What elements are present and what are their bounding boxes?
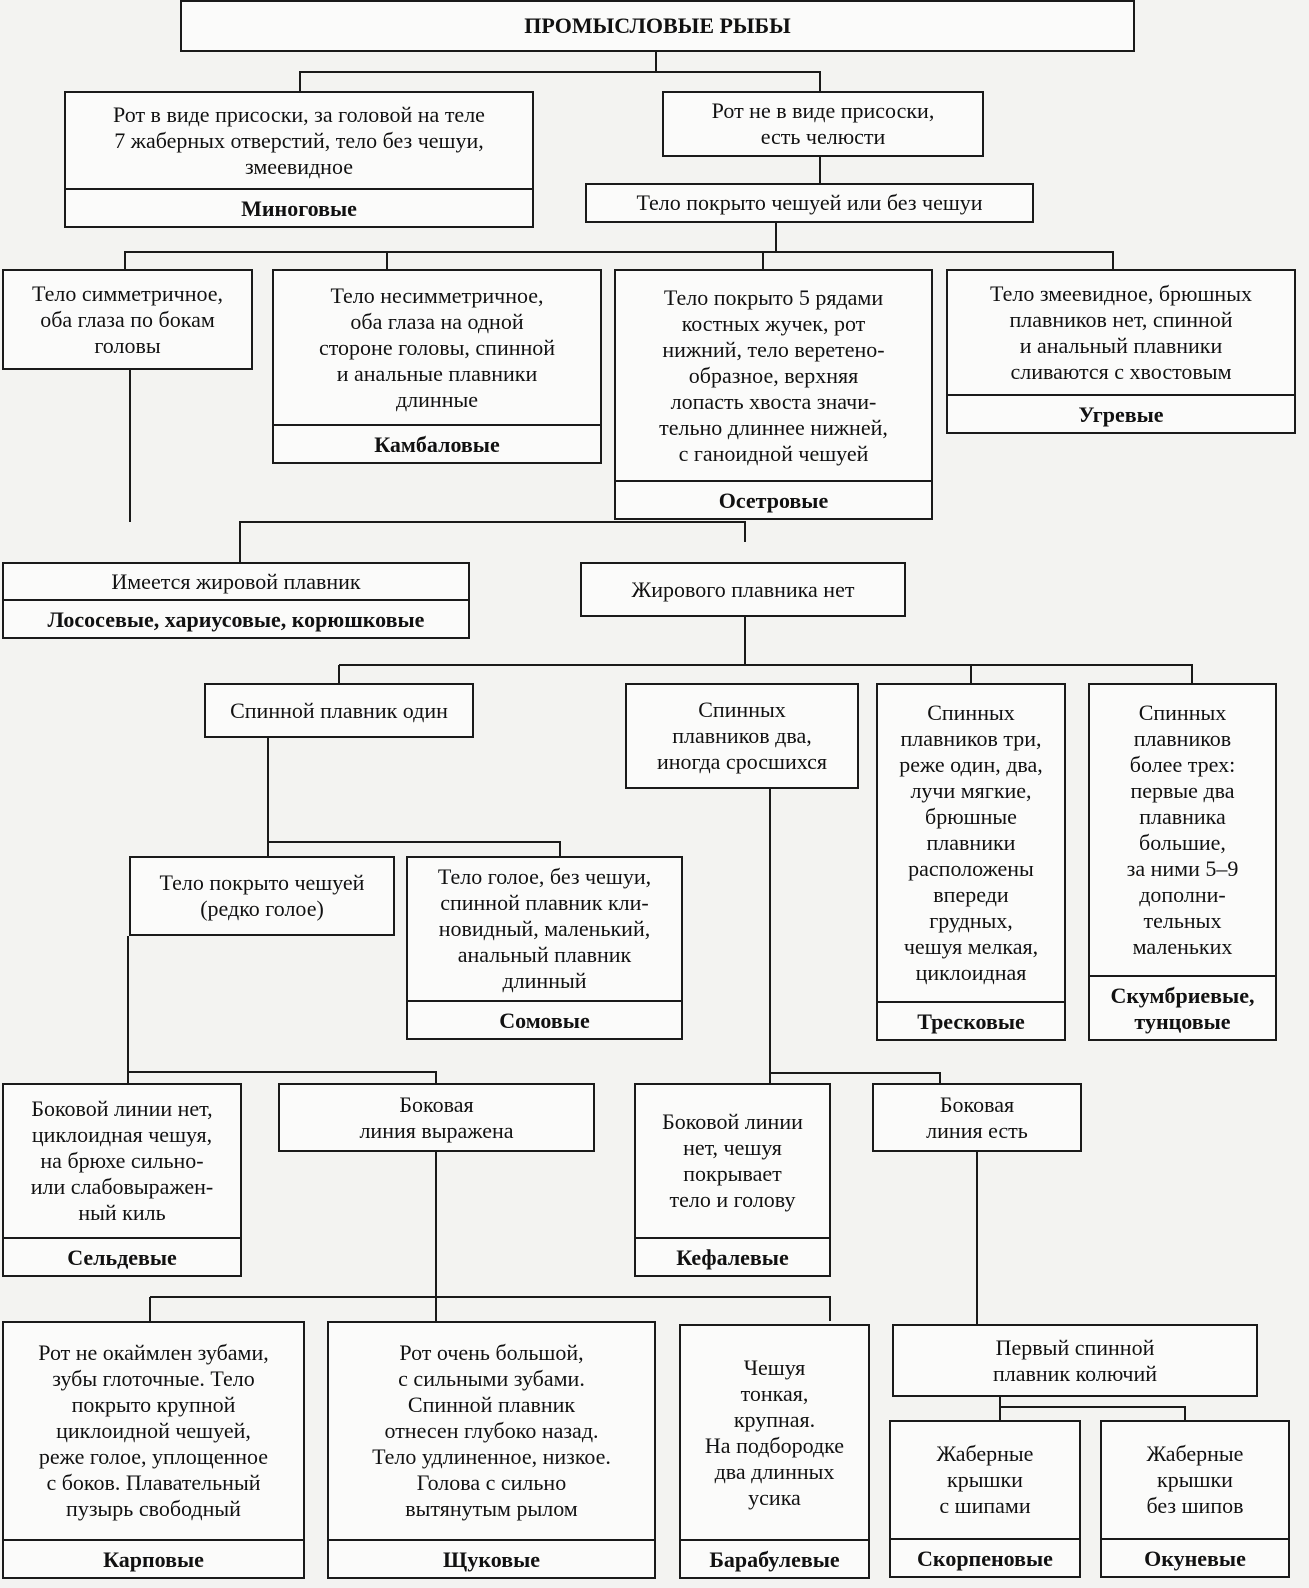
node-text: Жаберные крышки с шипами xyxy=(936,1441,1034,1518)
node-symmetric xyxy=(2,269,253,370)
family-label: Сомовые xyxy=(408,1000,681,1038)
node-dorsal-three xyxy=(876,683,1066,1041)
node-text: Рот не окаймлен зубами, зубы глоточные. Тело покрыто крупной циклоидной чешуей, реже голое, уплощенное с боков. Плавательный пузырь свободный xyxy=(38,1340,269,1521)
family-label: Тресковые xyxy=(878,1001,1064,1039)
node-barbel xyxy=(679,1324,870,1579)
page-title: ПРОМЫСЛОВЫЕ РЫБЫ xyxy=(524,13,791,38)
node-gill-spines xyxy=(889,1420,1081,1578)
family-label: Лососевые, хариусовые, корюшковые xyxy=(4,599,468,637)
node-scales xyxy=(585,183,1034,223)
node-text: Тело покрыто чешуей или без чешуи xyxy=(636,190,983,215)
node-no-lateral-head xyxy=(634,1083,831,1277)
node-text: Первый спинной плавник колючий xyxy=(992,1334,1158,1386)
node-text: Боковая линия выражена xyxy=(359,1091,514,1143)
node-text: Тело голое, без чешуи, спинной плавник кли- новидный, маленький, анальный плавник длинный xyxy=(437,864,652,993)
node-text: Спинных плавников три, реже один, два, лучи мягкие, брюшные плавники расположены впереди грудных, чешуя мелкая, циклоидная xyxy=(899,700,1043,985)
family-label: Миноговые xyxy=(66,188,532,226)
node-asymmetric xyxy=(272,269,602,464)
node-text: Рот не в виде присоски, есть челюсти xyxy=(711,98,935,149)
root-title-box xyxy=(180,0,1135,52)
node-text: Рот в виде присоски, за головой на теле 7 жаберных отверстий, тело без чешуи, змеевидное xyxy=(113,101,485,179)
node-lateral-exists xyxy=(872,1083,1082,1152)
connector-spiny-split xyxy=(1000,1397,1185,1420)
node-no-lateral-keel xyxy=(2,1083,242,1277)
family-label: Камбаловые xyxy=(274,424,600,462)
node-text: Спинной плавник один xyxy=(230,697,448,723)
node-text: Спинных плавников более трех: первые два плавника большие, за ними 5–9 дополни- тельных маленьких xyxy=(1126,700,1239,959)
node-lateral-expressed xyxy=(278,1083,595,1152)
node-adipose xyxy=(2,562,470,639)
node-naked xyxy=(406,856,683,1040)
node-jaws xyxy=(662,91,984,157)
node-sucker-mouth xyxy=(64,91,534,228)
node-sturgeon xyxy=(614,269,933,520)
node-dorsal-more xyxy=(1088,683,1277,1041)
node-text: Боковой линии нет, чешуя покрывает тело и голову xyxy=(662,1109,803,1212)
node-text: Тело змеевидное, брюшных плавников нет, спинной и анальный плавники сливаются с хвостовым xyxy=(990,280,1252,384)
node-text: Боковая линия есть xyxy=(926,1091,1028,1143)
connector-dorsal-children xyxy=(339,665,1192,683)
node-text: Имеется жировой плавник xyxy=(111,568,361,594)
node-text: Жирового плавника нет xyxy=(631,576,855,602)
node-text: Тело несимметричное, оба глаза на одной стороне головы, спинной и анальные плавники длинные xyxy=(318,282,556,412)
node-dorsal-one xyxy=(204,683,474,738)
node-text: Тело покрыто чешуей (редко голое) xyxy=(159,870,365,921)
node-text: Тело симметричное, оба глаза по бокам головы xyxy=(31,280,224,358)
node-pike xyxy=(327,1321,656,1579)
family-label: Щуковые xyxy=(329,1539,654,1577)
connector-root xyxy=(300,72,820,91)
node-text: Рот очень большой, с сильными зубами. Спинной плавник отнесен глубоко назад. Тело удлиненное, низкое. Голова с сильно вытянутым рылом xyxy=(372,1340,611,1521)
family-label: Кефалевые xyxy=(636,1237,829,1275)
family-label: Сельдевые xyxy=(4,1237,240,1275)
connector-scales-children xyxy=(125,252,1113,269)
connector-dorsal-one-split xyxy=(268,738,560,856)
node-text: Чешуя тонкая, крупная. На подбородке два длинных усика xyxy=(704,1354,845,1510)
node-text: Тело покрыто 5 рядами костных жучек, рот нижний, тело веретено- образное, верхняя лопасть хвоста значи- тельно длиннее нижней, с ганоидной чешуей xyxy=(659,284,888,466)
node-dorsal-two xyxy=(625,683,859,789)
node-eel xyxy=(946,269,1296,434)
node-text: Спинных плавников два, иногда сросшихся xyxy=(657,697,827,774)
family-label: Осетровые xyxy=(616,480,931,518)
family-label: Карповые xyxy=(4,1539,303,1577)
node-text: Боковой линии нет, циклоидная чешуя, на брюхе сильно- или слабовыражен- ный киль xyxy=(30,1096,214,1225)
node-gill-no-spines xyxy=(1100,1420,1290,1578)
family-label: Скумбриевые, тунцовые xyxy=(1090,975,1275,1039)
family-label: Скорпеновые xyxy=(891,1538,1079,1576)
family-label: Окуневые xyxy=(1102,1538,1288,1576)
connector-adipose-split xyxy=(240,522,745,542)
connector-scaled-split xyxy=(128,936,436,1083)
node-scaled xyxy=(129,856,395,936)
node-carp xyxy=(2,1321,305,1579)
node-spiny xyxy=(892,1324,1258,1397)
family-label: Барабулевые xyxy=(681,1539,868,1577)
node-no-adipose xyxy=(580,562,906,617)
family-label: Угревые xyxy=(948,394,1294,432)
node-text: Жаберные крышки без шипов xyxy=(1146,1441,1244,1518)
